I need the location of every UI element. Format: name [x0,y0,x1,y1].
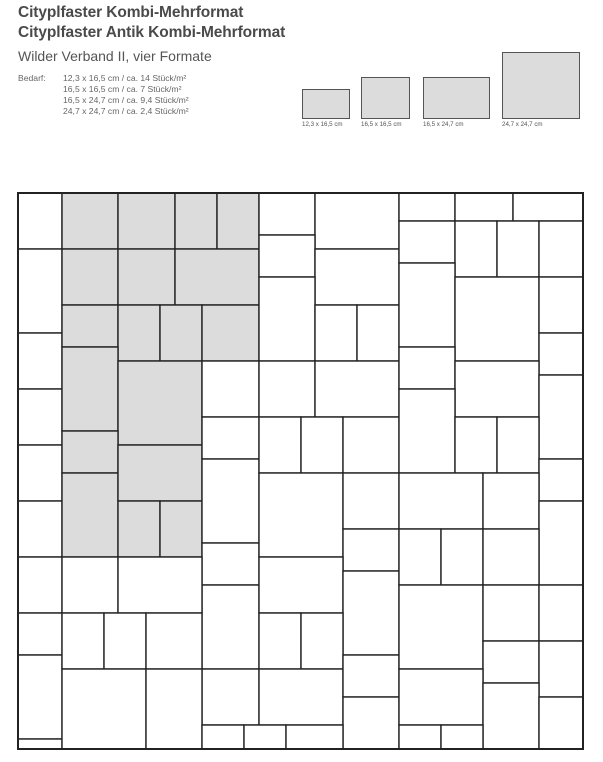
paving-stone-highlighted [118,193,175,249]
paving-stone [399,263,455,347]
paving-stone [18,445,62,501]
paving-stone [202,459,259,543]
title-line-2: Cityplfaster Antik Kombi-Mehrformat [18,24,286,41]
paving-stone-highlighted [62,193,118,249]
paving-stone [259,417,301,473]
paving-stone [259,669,343,725]
paving-stone-highlighted [62,473,118,557]
paving-stone [62,669,146,749]
paving-stone-highlighted [118,501,160,557]
paving-stone [202,725,244,749]
paving-stone [315,361,399,417]
format-label-small: 12,3 x 16,5 cm [302,121,343,128]
paving-stone [539,333,583,375]
paving-stone [539,375,583,459]
paving-stone [18,613,62,655]
paving-stone [343,529,399,571]
paving-stone [343,655,399,697]
paving-stone [315,305,357,361]
paving-stone [62,613,104,669]
paving-stone-highlighted [118,305,160,361]
paving-stone [18,501,62,557]
paving-stone [202,669,259,725]
paving-stone [18,193,62,249]
paving-stone [18,739,62,749]
paving-stone [441,725,483,749]
paving-stone [202,361,259,417]
bedarf-item: 12,3 x 16,5 cm / ca. 14 Stück/m² [63,73,187,83]
paving-stone [513,193,583,221]
paving-stone [483,683,539,749]
paving-stone [399,347,455,389]
paving-stone [441,529,483,585]
paving-stone [259,557,343,613]
paving-stone-highlighted [62,347,118,431]
paving-stone [259,361,315,417]
paving-stone [104,613,146,669]
paving-stone [202,585,259,669]
paving-stone [455,221,497,277]
paving-stone [399,669,483,725]
paving-stone [399,193,455,221]
paving-stone [497,417,539,473]
paving-stone [146,613,202,669]
paving-stone-highlighted [217,193,259,249]
paving-stone [497,221,539,277]
paving-stone-highlighted [118,249,175,305]
paving-stone [259,277,315,361]
bedarf-label: Bedarf: [18,73,46,83]
paving-stone [483,585,539,641]
format-label-rect: 16,5 x 24,7 cm [423,121,464,128]
bedarf-item: 16,5 x 24,7 cm / ca. 9,4 Stück/m² [63,95,189,105]
paving-stone [399,585,483,669]
paving-stone [399,725,441,749]
paving-stone [483,529,539,585]
paving-stone [483,641,539,683]
paving-stone [483,473,539,529]
paving-stone [539,459,583,501]
paving-stone [539,641,583,697]
paving-stone [539,697,583,749]
paving-stone [62,557,118,613]
paving-stone [118,557,202,613]
paving-stone [357,305,399,361]
paving-stone [455,417,497,473]
paving-stone [18,655,62,739]
format-label-square: 16,5 x 16,5 cm [361,121,402,128]
paving-stone [399,389,455,473]
paving-stone-highlighted [118,445,202,501]
paving-stone [259,613,301,669]
paving-stone [455,277,539,361]
paving-stone [18,557,62,613]
paving-stone [259,235,315,277]
paving-stone [539,221,583,277]
paving-stone [301,417,343,473]
paving-stone [455,361,539,417]
paving-stone [539,501,583,585]
paving-stone-highlighted [62,431,118,473]
paving-stone [146,669,202,749]
paving-stone [18,249,62,333]
paving-stone [343,473,399,529]
paving-stone [286,725,343,749]
paving-stone-highlighted [175,193,217,249]
paving-stone [202,417,259,459]
paving-stone [259,473,343,557]
paving-stone-highlighted [160,305,202,361]
paving-stone [244,725,286,749]
paving-stone [343,417,399,473]
paving-stone [343,697,399,749]
paving-stone [315,249,399,305]
bedarf-item: 24,7 x 24,7 cm / ca. 2,4 Stück/m² [63,106,189,116]
paving-stone [18,333,62,389]
paving-stone [539,277,583,333]
subtitle: Wilder Verband II, vier Formate [18,48,212,64]
paving-stone-highlighted [62,305,118,347]
paving-stone-highlighted [62,249,118,305]
paving-stone [301,613,343,669]
paving-stone [202,543,259,585]
paving-stone [399,529,441,585]
paving-stone [343,571,399,655]
format-label-large: 24,7 x 24,7 cm [502,121,543,128]
paving-stone [539,585,583,641]
paving-stone-highlighted [160,501,202,557]
paving-stone [315,193,399,249]
title-line-1: Cityplfaster Kombi-Mehrformat [18,4,244,21]
paving-stone-highlighted [118,361,202,445]
bedarf-item: 16,5 x 16,5 cm / ca. 7 Stück/m² [63,84,182,94]
paving-stone [455,193,513,221]
paving-stone [259,193,315,235]
paving-stone [18,389,62,445]
paving-stone-highlighted [202,305,259,361]
paving-stone [399,473,483,529]
paving-stone [399,221,455,263]
paving-stone-highlighted [175,249,259,305]
